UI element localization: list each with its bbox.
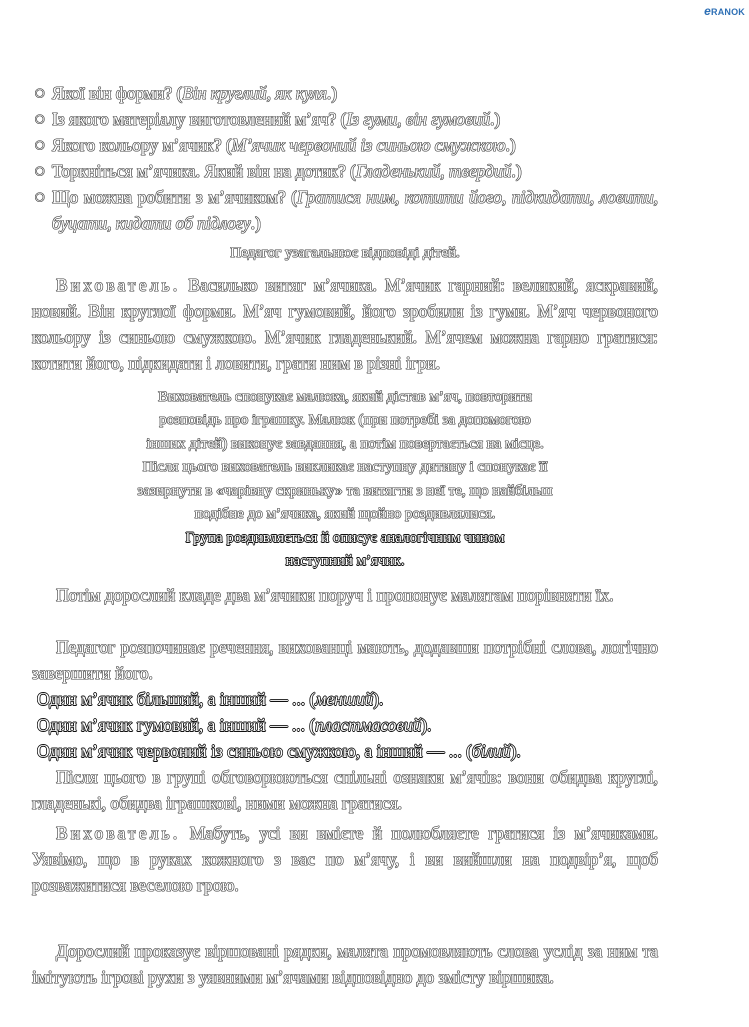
speaker-label: Вихователь. xyxy=(56,274,181,295)
bullet-icon: ○ xyxy=(35,164,45,177)
paragraph: Дорослий проказує віршовані рядки, малята промовляють слова услід за ним та імітують ігрові рухи з уявними м’ячами відповідно до змісту віршика. xyxy=(32,940,658,987)
list-item: ○ Із якого матеріалу виготовлений м’яч? (Із гуми, він гумовий.) xyxy=(32,106,658,132)
bullet-icon: ○ xyxy=(35,112,45,125)
instruction-note: Вихователь спонукає малюка, який дістав м’яч, повторити розповідь про іграшку. Малюк (при потребі за допомогою інших дітей) виконує завдання, а потім повертається на місце. Після цього вихователь викликає наступну дитину і спонукає її зазирнути в «чарівну скриньку» та витягти з неї те, що найбільш подібне до м’ячика, який щойно роздивлялися. Група роздивляється й описує аналогічним чином наступний м’ячик. xyxy=(137,388,553,569)
bullet-icon: ○ xyxy=(35,86,45,99)
list-item: Один м’ячик більший, а інший — ... (менший). xyxy=(37,688,384,709)
page-content xyxy=(32,80,658,990)
stage-note: Педагог узагальнює відповіді дітей. xyxy=(230,245,460,261)
list-item: Один м’ячик гумовий, а інший — ... (пластмасовий). xyxy=(37,714,432,735)
list-item: ○ Що можна робити з м’ячиком? (Гратися ним, котити його, підкидати, ловити, буцати, кидати об підлогу.) xyxy=(32,184,658,236)
question-list xyxy=(32,80,658,236)
teacher-speech-paragraph: Вихователь. Василько витяг м’ячика. М’ячик гарний: великий, яскравий, новий. Він круглої форми. М’яч гумовий, його зробили із гуми. М’яч червоного кольору із синьою смужкою. М’ячик гладенький. М’ячем можна гарно гратися: котити його, підкидати і ловити, грати ним в різні ігри. xyxy=(32,274,658,373)
speaker-label: Вихователь. xyxy=(56,822,181,843)
logo-text: RANOK xyxy=(711,7,745,17)
sentence-list xyxy=(32,686,658,764)
list-item: ○ Якої він форми? (Він круглий, як куля.) xyxy=(32,80,658,106)
list-item: ○ Якого кольору м’ячик? (М’ячик червоний із синьою смужкою.) xyxy=(32,132,658,158)
bullet-icon: ○ xyxy=(35,190,45,203)
list-item: Один м’ячик червоний із синьою смужкою, а інший — ... (білий). xyxy=(37,740,521,761)
paragraph: Педагог розпочинає речення, вихованці мають, додавши потрібні слова, логічно завершити його. xyxy=(32,636,658,683)
logo-letter: e xyxy=(704,4,711,18)
publisher-logo xyxy=(704,4,745,18)
paragraph: Після цього в групі обговорюються спільні ознаки м’ячів: вони обидва круглі, гладенькі, обидва іграшкові, ними можна гратися. xyxy=(32,766,658,813)
list-item: ○ Торкніться м’ячика. Який він на дотик? (Гладенький, твердий.) xyxy=(32,158,658,184)
paragraph: Потім дорослий кладе два м’ячики поруч і пропонує малятам порівняти їх. xyxy=(56,584,614,605)
bullet-icon: ○ xyxy=(35,138,45,151)
teacher-speech-paragraph: Вихователь. Мабуть, усі ви вмієте й полюбляєте гратися із м’ячиками. Уявімо, що в руках кожного з вас по м’ячу, і ви вийшли на подвір’я, щоб розважитися веселою грою. xyxy=(32,822,658,895)
